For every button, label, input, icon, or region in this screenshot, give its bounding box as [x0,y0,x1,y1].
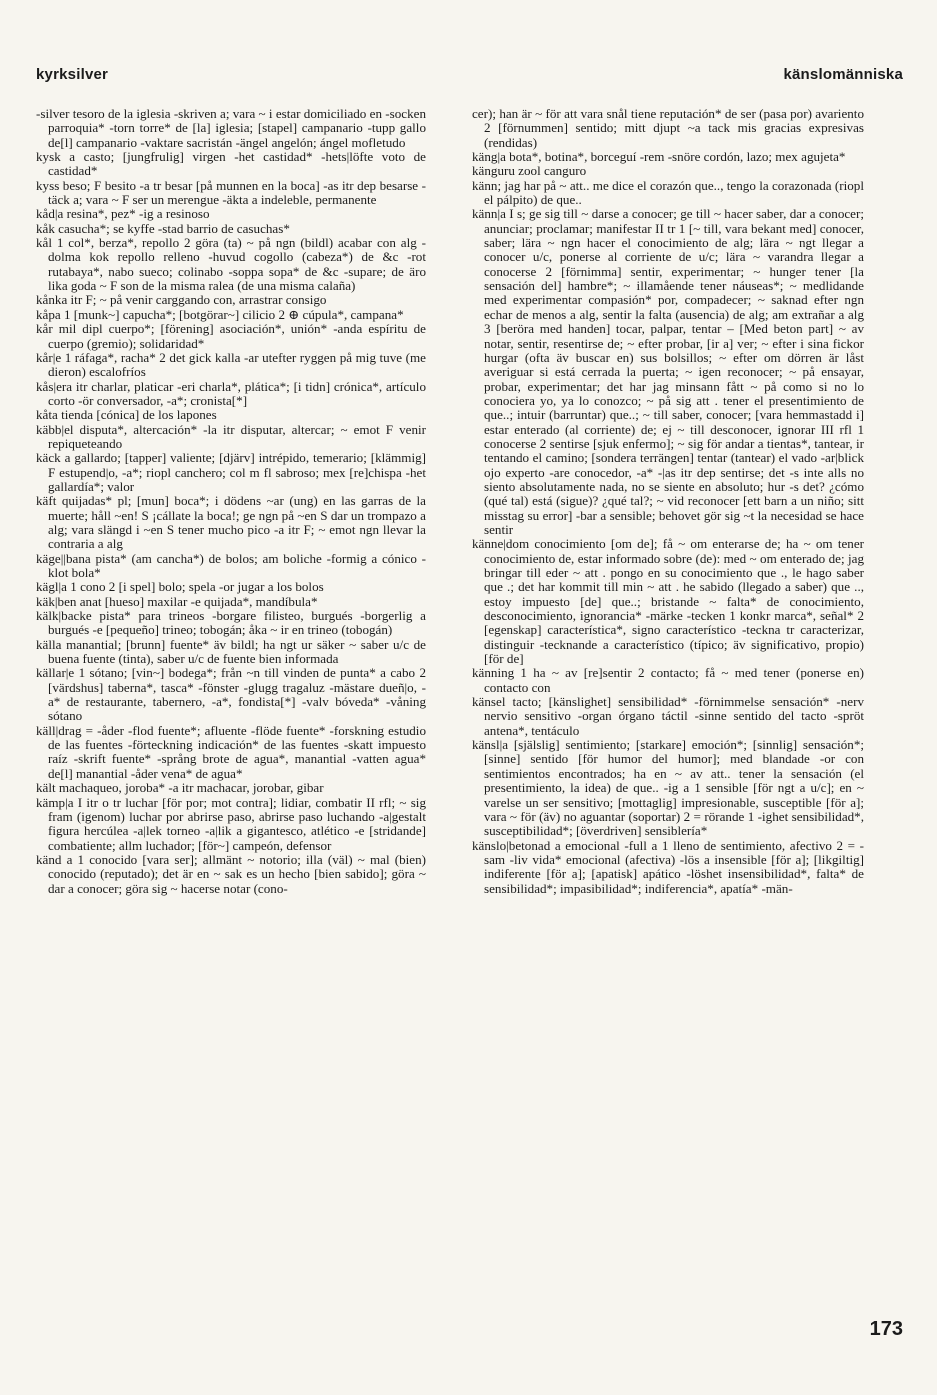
entry: kägl|a 1 cono 2 [i spel] bolo; spela -or jugar a los bolos [36,579,324,595]
entry: kält machaqueo, joroba* -a itr machacar, jorobar, gibar [36,780,324,796]
entry: kåk casucha*; se kyffe -stad barrio de casuchas* [36,220,290,236]
entry: käng|a bota*, botina*, borceguí -rem -snöre cordón, lazo; mex agujeta* [472,149,846,165]
entry: cer); han är ~ för att vara snål tiene reputación* de ser (pasa por) avariento 2 [förnummen] sentido; mitt djupt ~a tack mis gracias expresivas (rendidas) [472,106,864,150]
right-column [472,107,864,896]
entry: känsl|a [själslig] sentimiento; [starkare] emoción*; [sinnlig] sensación*; [sinne] sentido [för humor del humor]; med blandade -or con sentimientos encontrados; ha en ~ av att.. tener la sensación (el presentimiento, la idea) de que.. -ig a 1 sensible [för ngt a u/c]; en ~ varelse un ser sensitivo; [mottaglig] impresionable, susceptible [för a]; vara ~ för (äv) no aguantar (soportar) 2 = rörande 1 -ighet sensibilidad*, susceptibilidad*; [överdriven] sensiblería* [472,737,864,839]
entry: känn|a I s; ge sig till ~ darse a conocer; ge till ~ hacer saber, dar a conocer; anunciar; proclamar; manifestar II tr 1 [~ till, vara bekant med] conocer, saber; lära ~ ngn hacer el conocimiento de alg; lära ~ ngt llegar a conocer u/c, ponerse al corriente de u/c; lära ~ varandra llegar a conocerse 2 [förnimma] sentir, experimentar; ~ hunger tener [la sensación del] hambre*; ~ illamående tener náuseas*; ~ medlidande med experimentar compasión* por, compadecer; ~ saknad efter ngn echar de menos a alg, sentir la falta (ausencia) de alg; am extrañar a alg 3 [beröra med handen] tocar, palpar, tentar – [Med beton part] ~ av notar, sentir, resentirse de; ~ efter probar, [ir a] ver; ~ efter i sina fickor hurgar (ofta äv buscar en) sus bolsillos; ~ efter om dörren är låst averiguar si está cerrada la puerta; ~ igen reconocer; ~ på ensayar, probar, experimentar; det har jag minsann fått ~ på como si no lo conociera yo, ya lo conozco; ~ på sig att . tener el presentimiento de que..; intuir (barruntar) que..; ~ till saber, conocer; [vara hemmastadd i] estar enterado (al corriente) de; ej ~ till desconocer, ignorar III rfl 1 conocerse 2 sentirse [sjuk enfermo]; ~ sig för andar a tientas*, tantear, ir tentando el camino; [sondera terrängen] tentar (tantear) el vado -ar|blick ojo experto -are conocedor, -a* -|as itr dep sentirse; det -s inte alls no siento absolutamente nada, no se siente en absoluto; hur -s det? ¿cómo (qué tal) está (sigue)? ¿qué tal?; ~ vid reconocer [ett barn a un niño; sitt misstag su error] -bar a sensible; behovet gör sig ~t la necesidad se hace sentir [472,206,864,537]
entry: käk|ben anat [hueso] maxilar -e quijada*, mandíbula* [36,593,318,609]
entry: käck a gallardo; [tapper] valiente; [djärv] intrépido, temerario; [klämmig] F estupend|o, -a*; riopl canchero; col m fl sabroso; mex [re]chispa -het gallardía*; valor [36,450,426,494]
entry: kår mil dipl cuerpo*; [förening] asociación*, unión* -anda espíritu de cuerpo (gremio); solidaridad* [36,321,426,351]
entry: kälk|backe pista* para trineos -borgare filisteo, burgués -borgerlig a burgués -e [pequeño] trineo; tobogán; åka ~ ir en trineo (tobogán) [36,608,426,638]
entry: kånka itr F; ~ på venir carggando con, arrastrar consigo [36,292,327,308]
entry: käll|drag = -åder -flod fuente*; afluente -flöde fuente* -forskning estudio de las fuentes -förteckning indicación* de las fuentes -skatt impuesto raíz -skrift fuente* -språng brote de agua*, manantial -vatten agua* de[l] manantial -åder vena* de agua* [36,722,426,781]
entry: känsel tacto; [känslighet] sensibilidad* -förnimmelse sensación* -nerv nervio sensitivo -organ órgano táctil -sinne sentido del tacto -spröt antena*, tentáculo [472,694,864,738]
running-head-left: kyrksilver [36,66,109,83]
entry: känne|dom conocimiento [om de]; få ~ om enterarse de; ha ~ om tener conocimiento de, estar informado sobre (de): med ~ om enterado de; jag bringar till eder ~ att . pongo en su conocimiento que ., le hago saber que .; det har kommit till min ~ att . he sabido (llegado a saber) que .., estoy impuesto [de] que..; bristande ~ falta* de conocimiento, desconocimiento, ignorancia* -märke -tecken 1 konkr marca*, señal* 2 [egenskap] característica*, signo característico -teckna tr caracterizar, distinguir -tecknande a característico (típico; äv significativo, propio) [för de] [472,536,864,667]
entry: kål 1 col*, berza*, repollo 2 göra (ta) ~ på ngn (bildl) acabar con alg -dolma kok repollo relleno -huvud cogollo (cabeza*) de &c -rot rutabaya*, nabo sueco; colinabo -soppa sopa* de &c -supare; de äro lika goda ~ F son de la misma ralea (de una misma calaña) [36,235,426,294]
entry: kåta tienda [cónica] de los lapones [36,407,217,423]
page-number: 173 [869,1318,903,1340]
entry: käft quijadas* pl; [mun] boca*; i dödens ~ar (ung) en las garras de la muerte; håll ~en! S ¡cállate la boca!; ge ngn på ~en S dar un trompazo a alg; vara slängd i ~en S tener mucho pico -a itr F; ~ emot ngn llevar la contraria a alg [36,493,426,552]
entry: kår|e 1 ráfaga*, racha* 2 det gick kalla -ar utefter ryggen på mig tuve (me dieron) escalofríos [36,349,426,380]
entry: kyss beso; F besito -a tr besar [på munnen en la boca] -as itr dep besarse -täck a; vara ~ F ser un merengue -äkta a indeleble, permanente [36,177,426,208]
entry: kåd|a resina*, pez* -ig a resinoso [36,206,210,222]
entry: kämp|a I itr o tr luchar [för por; mot contra]; lidiar, combatir II rfl; ~ sig fram (igenom) luchar por abrirse paso, abrirse paso luchando -a|gestalt figura hercúlea -a|lek torneo -a|lik a gigantesco, atlético -e [stridande] combatiente; allm luchador; [för~] campeón, defensor [36,794,426,853]
entry: kås|era itr charlar, platicar -eri charla*, plática*; [i tidn] crónica*, artículo corto -ör conversador, -a*; cronista[*] [36,378,426,408]
entry: -silver tesoro de la iglesia -skriven a; vara ~ i estar domiciliado en -socken parroquia* -torn torre* de [la] iglesia; [stapel] campanario -tupp gallo de[l] campanario -vaktare sacristán -ängel angelón; ángel mofletudo [36,106,426,150]
entry: känguru zool canguro [472,163,587,179]
entry: käbb|el disputa*, altercación* -la itr disputar, altercar; ~ emot F venir repiqueteando [36,421,426,451]
entry: känd a 1 conocido [vara ser]; allmänt ~ notorio; illa (väl) ~ mal (bien) conocido (reputado); det är en ~ sak es un hecho [bien sabido]; göra ~ dar a conocer; göra sig ~ hacerse notar (cono- [36,851,426,896]
entry: kysk a casto; [jungfrulig] virgen -het castidad* -hets|löfte voto de castidad* [36,149,426,179]
entry: kåpa 1 [munk~] capucha*; [botgörar~] cilicio 2 ⊕ cúpula*, campana* [36,306,404,322]
entry: käge||bana pista* (am cancha*) de bolos; am boliche -formig a cónico -klot bola* [36,550,426,580]
entry: känning 1 ha ~ av [re]sentir 2 contacto; få ~ med tener (ponerse en) contacto con [472,665,864,695]
entry: källa manantial; [brunn] fuente* äv bildl; ha ngt ur säker ~ saber u/c de buena fuente (tinta), saber u/c de fuente bien informada [36,636,426,667]
entry: känslo|betonad a emocional -full a 1 lleno de sentimiento, afectivo 2 = -sam -liv vida* emocional (afectiva) -lös a insensible [för a]; [likgiltig] indiferente [för a]; [apatisk] apático -löshet insensibilidad*, falta* de sensibilidad*; impasibilidad*; indiferencia*, apatía* -män- [472,837,864,896]
entry: känn; jag har på ~ att.. me dice el corazón que.., tengo la corazonada (riopl el pálpito) de que.. [472,177,864,208]
left-column [36,107,426,896]
entry: källar|e 1 sótano; [vin~] bodega*; från ~n till vinden de punta* a cabo 2 [värdshus] taberna*, tasca* -fönster -glugg tragaluz -mästare dueñ|o, -a* de restaurante, tabernero, -a*, fondista[*] -valv bóveda* -våning sótano [36,665,426,724]
running-head-right: känslomänniska [783,66,903,83]
